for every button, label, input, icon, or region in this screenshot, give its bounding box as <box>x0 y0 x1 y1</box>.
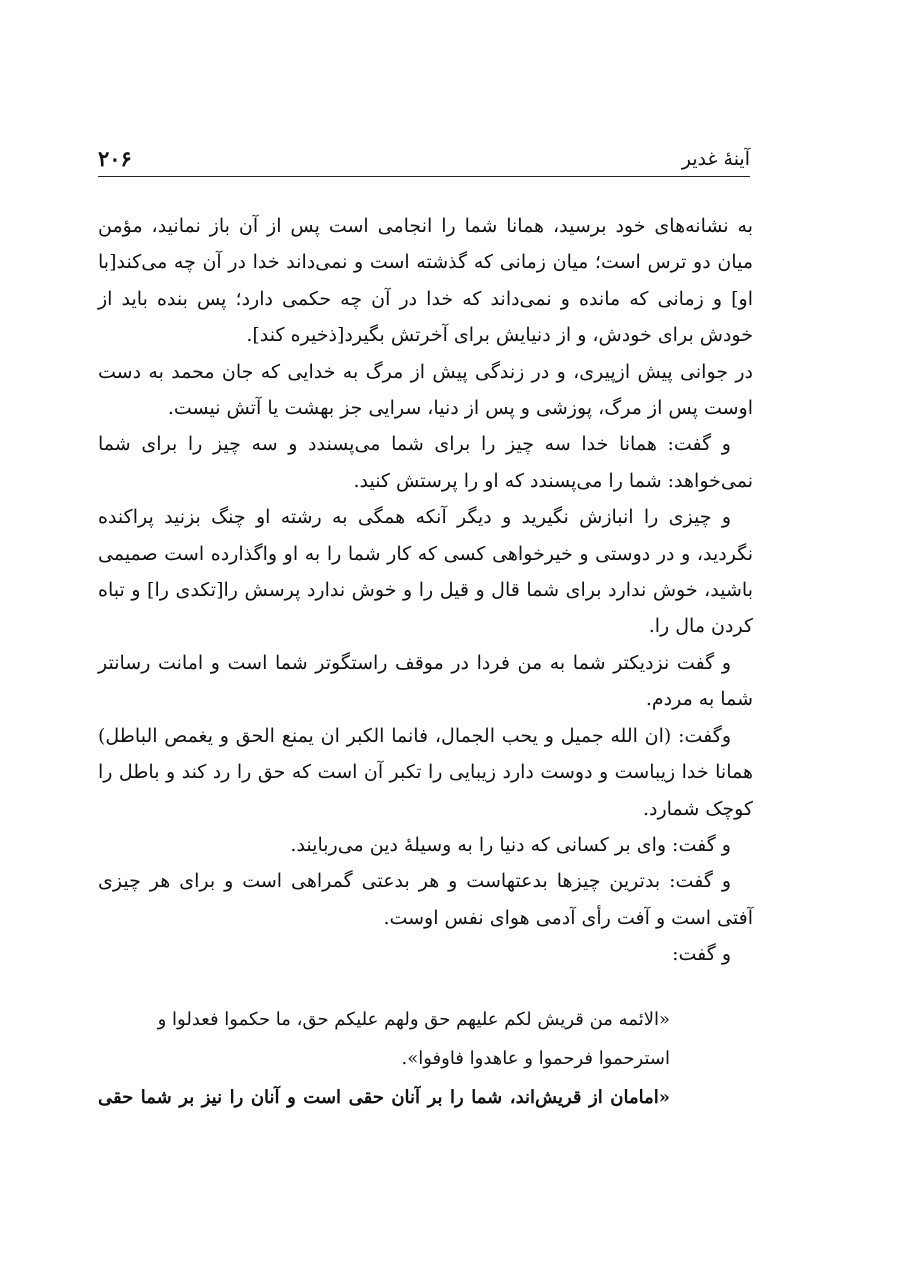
paragraph-7: و گفت: وای بر کسانی که دنیا را به وسیلۀ دین می‌ربایند. <box>290 833 731 856</box>
quote-translation: «امامان از قریش‌اند، شما را بر آنان حقی است و آنان را نیز بر شما حقی <box>98 1087 670 1108</box>
quote-line-1: «الائمه من قریش لکم علیهم حق ولهم علیکم حق، ما حکموا فعدلوا و <box>157 1009 670 1030</box>
paragraph-8: و گفت: بدترین چیزها بدعتهاست و هر بدعتی گمراهی است و برای هر چیزی آفتی است و آفت رأی آدمی هوای نفس اوست. <box>98 870 753 929</box>
paragraph-1: به نشانه‌های خود برسید، همانا شما را انجامی است پس از آن باز نمانید، مؤمن میان دو ترس است؛ میان زمانی که گذشته است و نمی‌داند خدا در آن چه می‌کند[با او] و زمانی که مانده و نمی‌داند که خدا در آن چه حکمی دارد؛ پس بنده باید از خودش برای خودش، و از دنیایش برای آخرتش بگیرد[ذخیره کند]. <box>98 215 753 347</box>
quote-line-2: استرحموا فرحموا و عاهدوا فاوفوا». <box>401 1048 670 1069</box>
paragraph-5: و گفت نزدیکتر شما به من فردا در موقف راستگوتر شما است و امانت رسانتر شما به مردم. <box>98 651 753 711</box>
arabic-quote <box>98 1000 670 1078</box>
page-header <box>98 146 750 177</box>
paragraph-6: وگفت: (ان الله جمیل و یحب الجمال، فانما الکبر ان یمنع الحق و یغمص الباطل) همانا خدا زیباست و دوست دارد زیبایی را تکبر آن است که حق را رد کند و باطل را کوچک شمارد. <box>98 724 753 820</box>
paragraph-9: و گفت: <box>672 943 731 966</box>
paragraph-4: و چیزی را انبازش نگیرید و دیگر آنکه همگی به رشته او چنگ بزنید پراکنده نگردید، و در دوستی و خیرخواهی کسی که کار شما را به او واگذارده است صمیمی باشید، خوش ندارد برای شما قال و قیل را و خوش ندارد پرسش را[تکدی را] و تباه کردن مال را. <box>98 506 753 638</box>
book-title: آینۀ غدیر <box>681 148 750 170</box>
page-number: ۲۰۶ <box>98 146 132 171</box>
main-text <box>98 208 753 973</box>
paragraph-2: در جوانی پیش ازپیری، و در زندگی پیش از مرگ به خدایی که جان محمد به دست اوست پس از مرگ، پوزشی و پس از دنیا، سرایی جز بهشت یا آتش نیست. <box>98 360 753 420</box>
paragraph-3: و گفت: همانا خدا سه چیز را برای شما می‌پسندد و سه چیز را برای شما نمی‌خواهد: شما را می‌پسندد که او را پرستش کنید. <box>98 433 753 492</box>
